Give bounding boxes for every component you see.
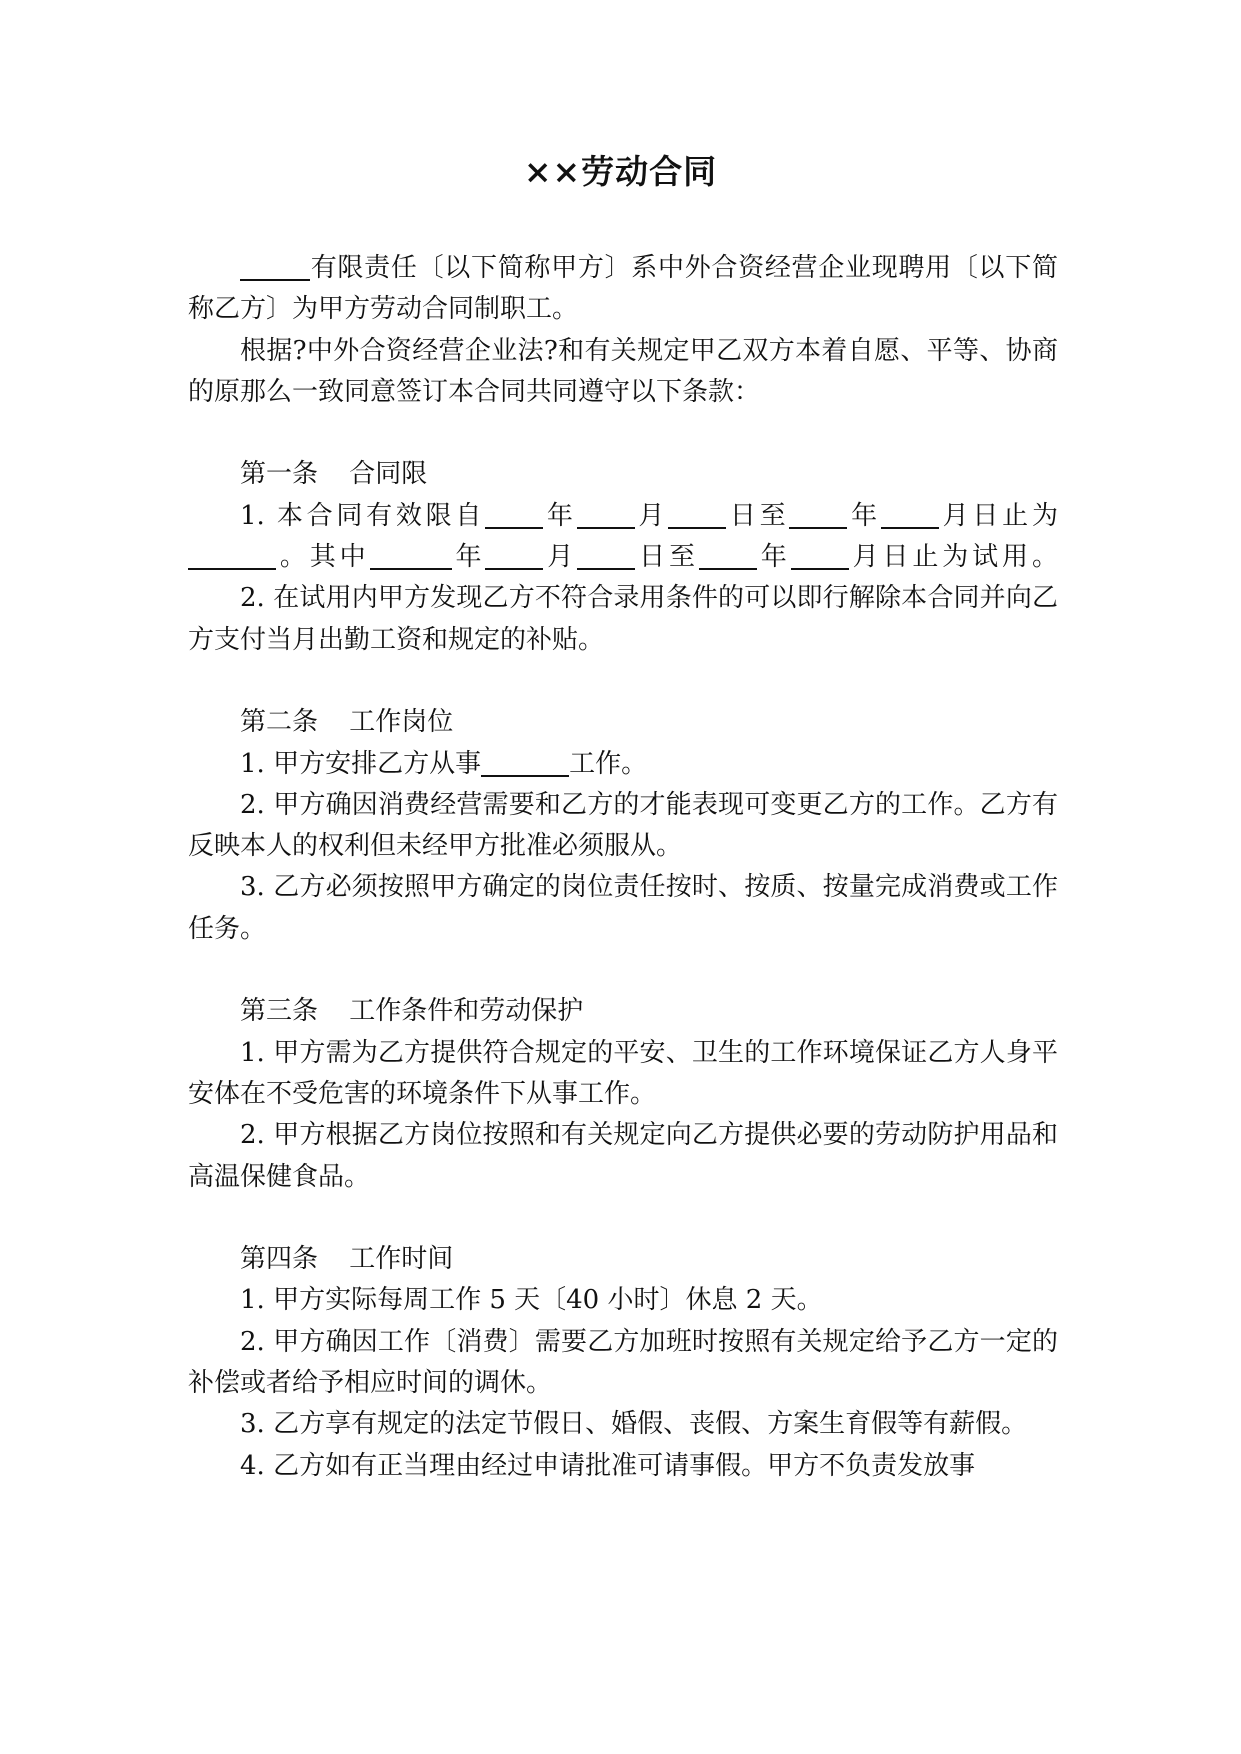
blank-field: [577, 541, 635, 570]
article-4-item-3: 3. 乙方享有规定的法定节假日、婚假、丧假、方案生育假等有薪假。: [240, 1409, 1028, 1440]
article-2-heading: 第二条 工作岗位: [240, 707, 454, 738]
article-2-item-2: 2. 甲方确因消费经营需要和乙方的才能表现可变更乙方的工作。乙方有反映本人的权利但未经甲方批准必须服从。: [188, 789, 1058, 862]
article-4-item-1: 1. 甲方实际每周工作 5 天〔40 小时〕休息 2 天。: [240, 1285, 823, 1316]
blank-field: [791, 541, 849, 570]
intro-paragraph-2: 根据?中外合资经营企业法?和有关规定甲乙双方本着自愿、平等、协商的原那么一致同意签订本合同共同遵守以下条款：: [188, 335, 1058, 407]
article-3-heading: 第三条 工作条件和劳动保护: [240, 996, 584, 1027]
article-3-item-2: 2. 甲方根据乙方岗位按照和有关规定向乙方提供必要的劳动防护用品和高温保健食品。: [188, 1120, 1058, 1192]
intro-paragraph-1: 有限责任〔以下简称甲方〕系中外合资经营企业现聘用〔以下简称乙方〕为甲方劳动合同制职工。: [188, 253, 1058, 325]
article-1-item-1: 1. 本合同有效限自 年 月 日至 年 月日止为。其中 年 月 日至 年 月日止为试用。: [188, 496, 1058, 579]
article-1-heading: 第一条 合同限: [240, 459, 428, 490]
blank-field: [668, 500, 726, 529]
blank-field: [485, 500, 543, 529]
article-1-item-2: 2. 在试用内甲方发现乙方不符合录用条件的可以即行解除本合同并向乙方支付当月出勤工资和规定的补贴。: [188, 583, 1058, 655]
blank-field: [188, 541, 276, 570]
company-name-blank: [240, 252, 310, 281]
blank-field: [789, 500, 847, 529]
article-4-item-2: 2. 甲方确因工作〔消费〕需要乙方加班时按照有关规定给予乙方一定的补偿或者给予相应时间的调休。: [188, 1326, 1058, 1399]
article-4-item-4: 4. 乙方如有正当理由经过申请批准可请事假。甲方不负责发放事: [240, 1450, 976, 1481]
blank-field: [699, 541, 757, 570]
document-title: ××劳动合同: [523, 152, 718, 191]
job-blank: [481, 747, 569, 776]
article-2-item-3: 3. 乙方必须按照甲方确定的岗位责任按时、按质、按量完成消费或工作任务。: [188, 872, 1058, 944]
blank-field: [370, 541, 452, 570]
blank-field: [577, 500, 635, 529]
article-3-item-1: 1. 甲方需为乙方提供符合规定的平安、卫生的工作环境保证乙方人身平安体在不受危害的环境条件下从事工作。: [188, 1037, 1058, 1109]
document-body: [188, 248, 1058, 1487]
article-2-item-1: 1. 甲方安排乙方从事 工作。: [240, 748, 648, 779]
blank-field: [485, 541, 543, 570]
article-4-heading: 第四条 工作时间: [240, 1244, 454, 1275]
blank-field: [881, 500, 939, 529]
